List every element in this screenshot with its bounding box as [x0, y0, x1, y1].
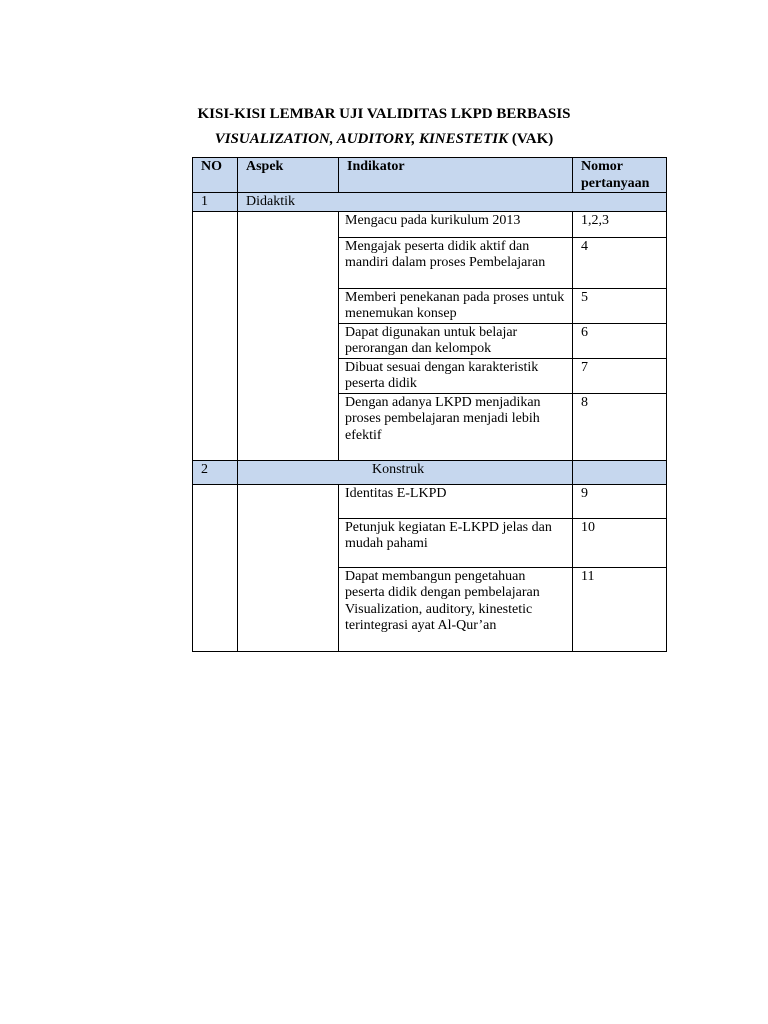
indikator-cell: Identitas E-LKPD [339, 484, 573, 518]
nomor-cell: 10 [573, 518, 667, 567]
header-indikator: Indikator [339, 158, 573, 193]
document-subtitle [0, 131, 768, 148]
indikator-cell: Dapat digunakan untuk belajar perorangan dan kelompok [339, 323, 573, 358]
document-title: KISI-KISI LEMBAR UJI VALIDITAS LKPD BERBASIS [197, 106, 571, 122]
header-no: NO [193, 158, 238, 193]
indikator-cell: Memberi penekanan pada proses untuk menemukan konsep [339, 288, 573, 323]
indikator-cell: Mengacu pada kurikulum 2013 [339, 211, 573, 237]
nomor-cell: 7 [573, 358, 667, 393]
section-label: Konstruk [238, 460, 573, 484]
section-number: 2 [193, 460, 238, 484]
section-row-konstruk [193, 460, 667, 484]
section-empty-cell [573, 460, 667, 484]
indikator-cell: Dapat membangun pengetahuan peserta didik dengan pembelajaran Visualization, auditory, kinestetic terintegrasi ayat Al-Qur’an [339, 567, 573, 651]
header-nomor-pertanyaan: Nomor pertanyaan [573, 158, 667, 193]
no-cell-empty [193, 484, 238, 651]
nomor-cell: 11 [573, 567, 667, 651]
header-aspek: Aspek [238, 158, 339, 193]
aspek-cell-empty [238, 484, 339, 651]
subtitle-italic-part: VISUALIZATION, AUDITORY, KINESTETIK [214, 131, 509, 147]
table-row [193, 484, 667, 518]
subtitle-rest: (VAK) [508, 131, 554, 147]
indikator-cell: Dibuat sesuai dengan karakteristik peserta didik [339, 358, 573, 393]
nomor-cell: 8 [573, 393, 667, 460]
nomor-cell: 4 [573, 237, 667, 288]
nomor-cell: 5 [573, 288, 667, 323]
nomor-cell: 9 [573, 484, 667, 518]
table-row [193, 211, 667, 237]
table-header-row [193, 158, 667, 193]
indikator-cell: Mengajak peserta didik aktif dan mandiri dalam proses Pembelajaran [339, 237, 573, 288]
indikator-cell: Dengan adanya LKPD menjadikan proses pembelajaran menjadi lebih efektif [339, 393, 573, 460]
indikator-cell: Petunjuk kegiatan E-LKPD jelas dan mudah pahami [339, 518, 573, 567]
no-cell-empty [193, 211, 238, 460]
section-number: 1 [193, 193, 238, 212]
nomor-cell: 1,2,3 [573, 211, 667, 237]
section-row-didaktik [193, 193, 667, 212]
section-label: Didaktik [238, 193, 667, 212]
aspek-cell-empty [238, 211, 339, 460]
validity-grid-table [192, 157, 667, 652]
nomor-cell: 6 [573, 323, 667, 358]
